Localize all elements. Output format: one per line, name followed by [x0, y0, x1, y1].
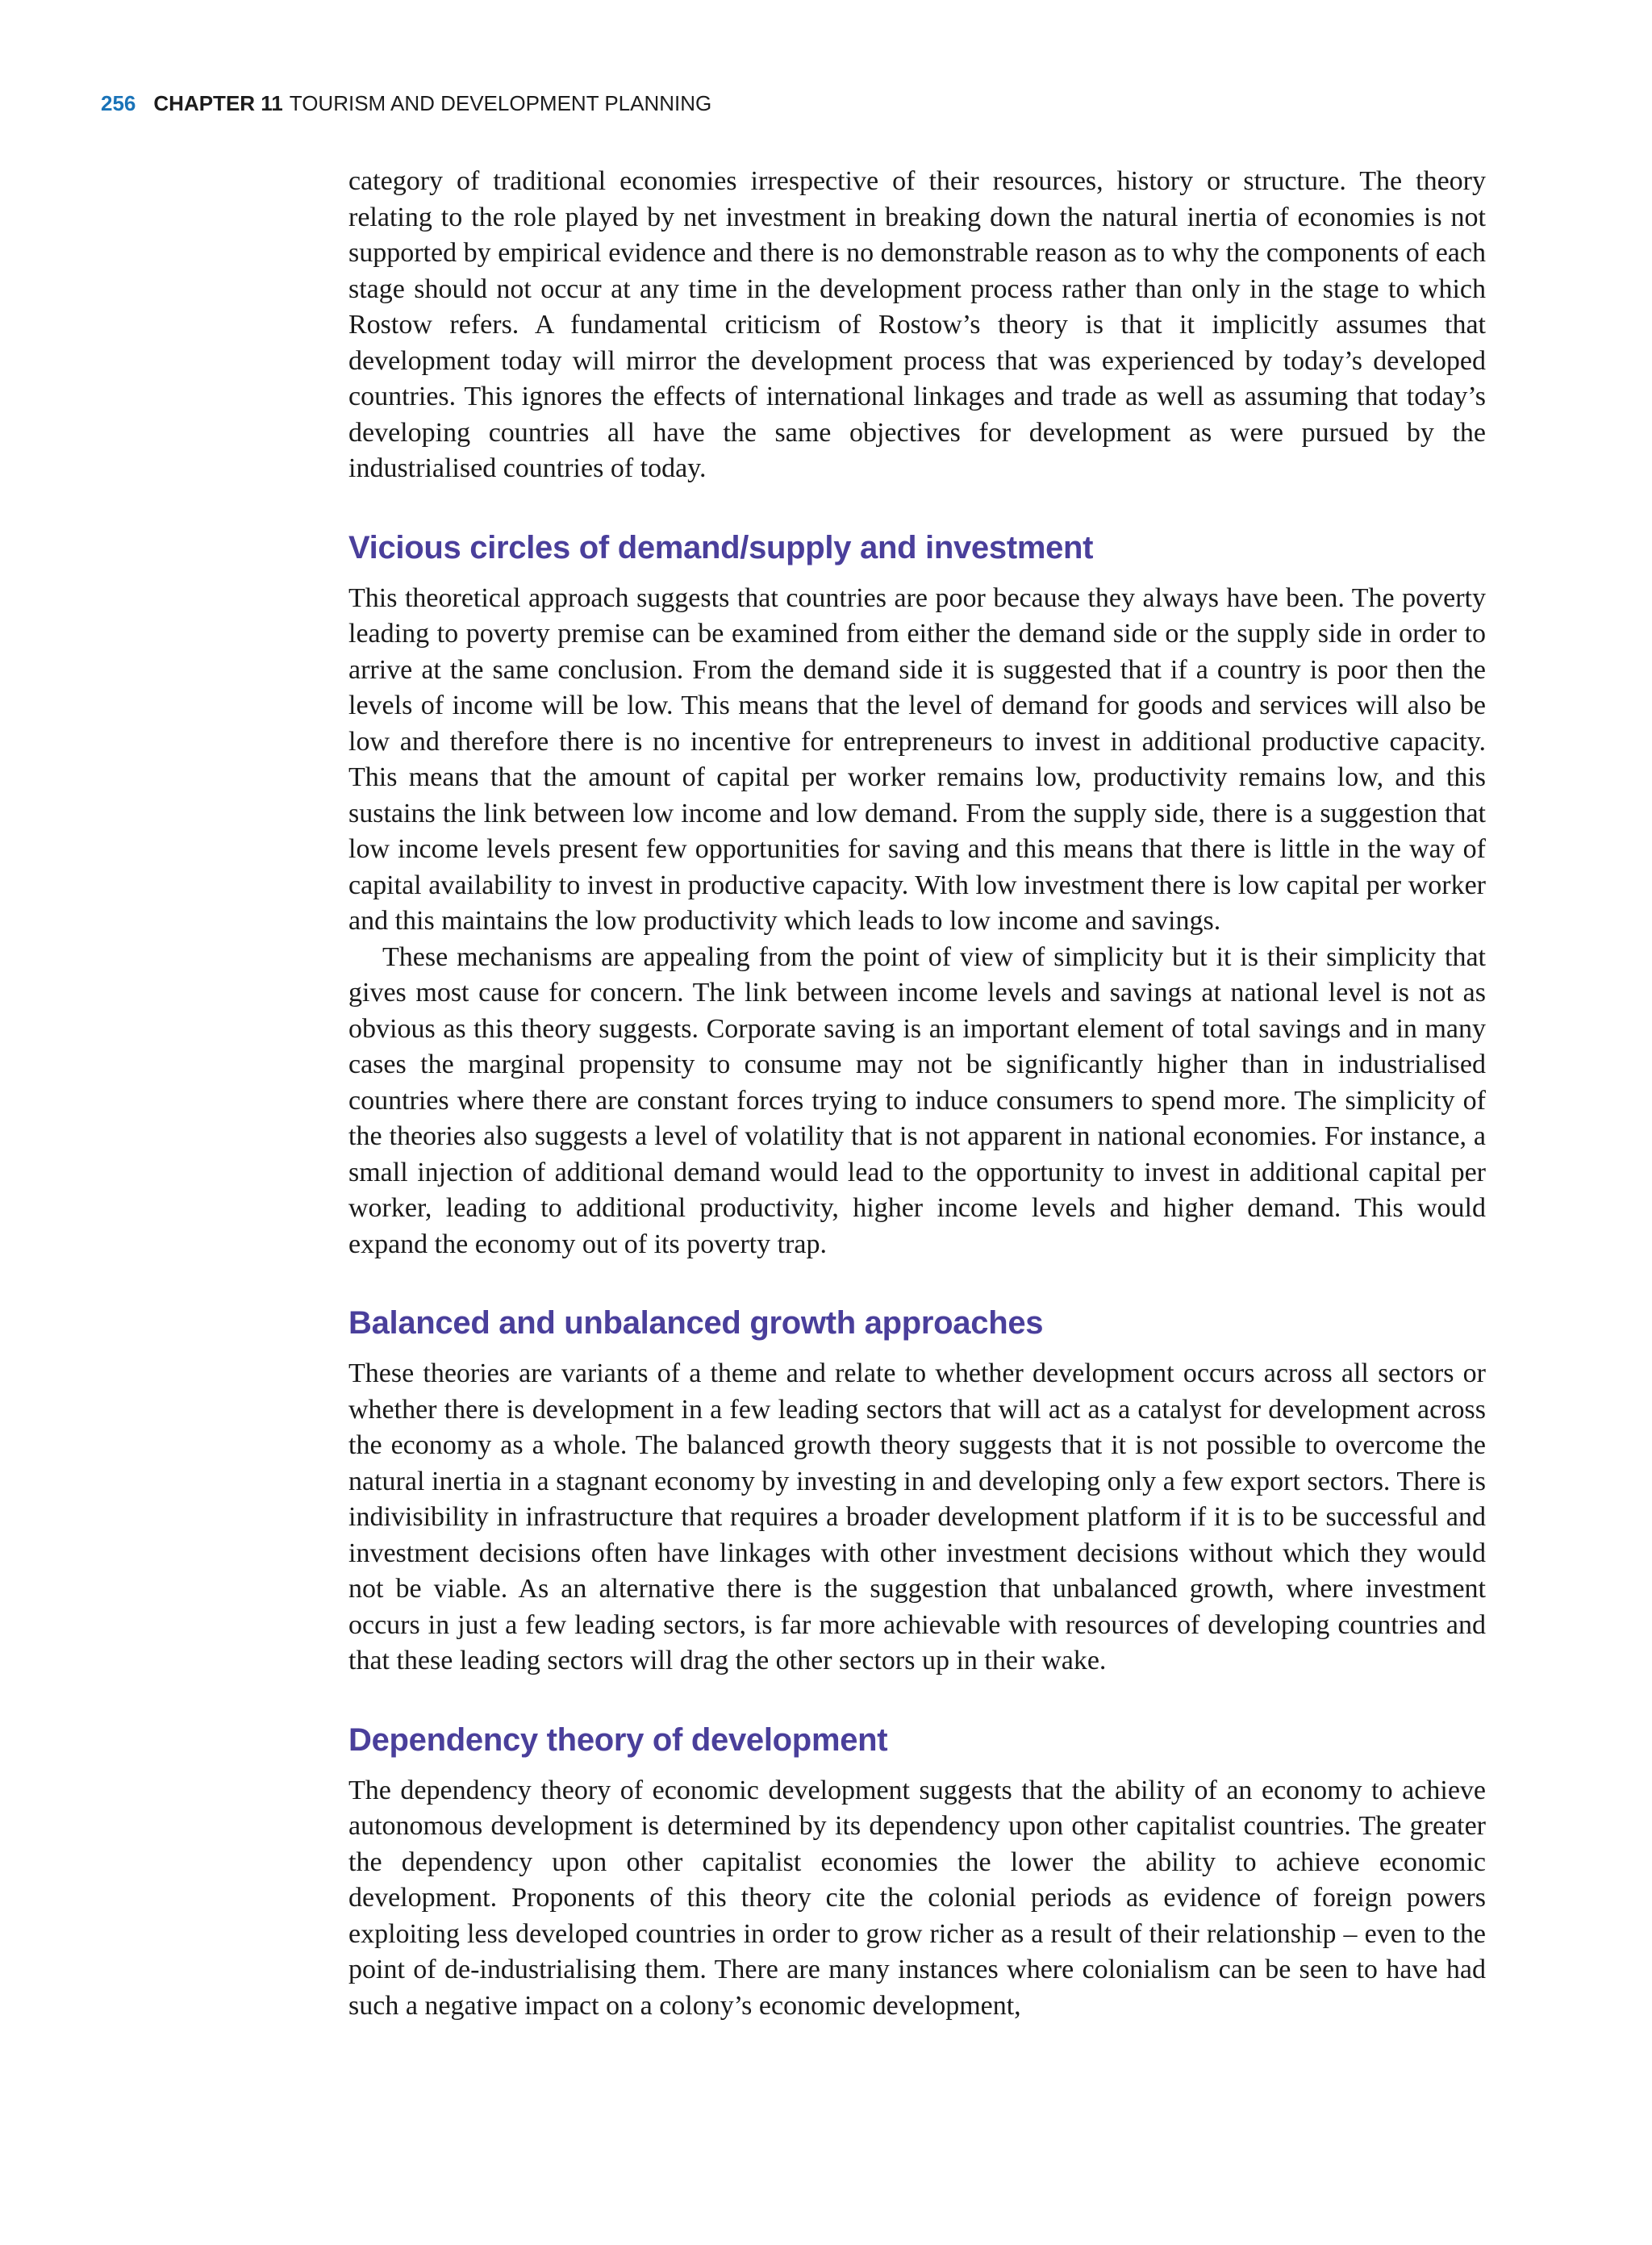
page-body: [348, 164, 1486, 2024]
vicious-circles-paragraph-2: These mechanisms are appealing from the point of view of simplicity but it is their simplicity that gives most cause for concern. The link between income levels and savings at national level is not as obvious as this theory suggests. Corporate saving is an important element of total savings and in many cases the marginal propensity to consume may not be significantly higher than in industrialised countries where there are constant forces trying to induce consumers to spend more. The simplicity of the theories also suggests a level of volatility that is not apparent in national economies. For instance, a small injection of additional demand would lead to the opportunity to invest in additional capital per worker, leading to additional productivity, higher income levels and higher demand. This would expand the economy out of its poverty trap.: [348, 941, 1486, 1259]
dependency-theory-paragraph: The dependency theory of economic development suggests that the ability of an economy to achieve autonomous development is determined by its dependency upon other capitalist countries. The greater the dependency upon other capitalist economies the lower the ability to achieve economic development. Proponents of this theory cite the colonial periods as evidence of foreign powers exploiting less developed countries in order to grow richer as a result of their relationship – even to the point of de-industrialising them. There are many instances where colonialism can be seen to have had such a negative impact on a colony’s economic development,: [348, 1775, 1486, 2021]
page-number: 256: [101, 91, 136, 115]
section-heading-balanced-growth: Balanced and unbalanced growth approaches: [348, 1305, 1044, 1341]
chapter-title: TOURISM AND DEVELOPMENT PLANNING: [289, 91, 712, 115]
chapter-label: CHAPTER 11: [153, 91, 283, 115]
vicious-circles-paragraph-1: This theoretical approach suggests that countries are poor because they always have been. The poverty leading to poverty premise can be examined from either the demand side or the supply side in order to arrive at the same conclusion. From the demand side it is suggested that if a country is poor then the levels of income will be low. This means that the level of demand for goods and services will also be low and therefore there is no incentive for entrepreneurs to invest in additional productive capacity. This means that the amount of capital per worker remains low, productivity remains low, and this sustains the link between low income and low demand. From the supply side, there is a suggestion that low income levels present few opportunities for saving and this means that there is little in the way of capital availability to invest in productive capacity. With low investment there is low capital per worker and this maintains the low productivity which leads to low income and savings.: [348, 582, 1486, 936]
section-heading-dependency-theory: Dependency theory of development: [348, 1721, 888, 1758]
balanced-growth-paragraph: These theories are variants of a theme and relate to whether development occurs across all sectors or whether there is development in a few leading sectors that will act as a catalyst for development across the economy as a whole. The balanced growth theory suggests that it is not possible to overcome the natural inertia in a stagnant economy by investing in and developing only a few export sectors. There is indivisibility in infrastructure that requires a broader development platform if it is to be successful and investment decisions often have linkages with other investment decisions without which they would not be viable. As an alternative there is the suggestion that unbalanced growth, where investment occurs in just a few leading sectors, is far more achievable with resources of developing countries and that these leading sectors will drag the other sectors up in their wake.: [348, 1358, 1486, 1675]
running-head: [101, 87, 711, 119]
intro-paragraph: category of traditional economies irrespective of their resources, history or structure. The theory relating to the role played by net investment in breaking down the natural inertia of economies is not supported by empirical evidence and there is no demonstrable reason as to why the components of each stage should not occur at any time in the development process rather than only in the stage to which Rostow refers. A fundamental criticism of Rostow’s theory is that it implicitly assumes that development today will mirror the development process that was experienced by today’s developed countries. This ignores the effects of international linkages and trade as well as assuming that today’s developing countries all have the same objectives for development as were pursued by the industrialised countries of today.: [348, 166, 1486, 483]
section-heading-vicious-circles: Vicious circles of demand/supply and investment: [348, 529, 1094, 565]
